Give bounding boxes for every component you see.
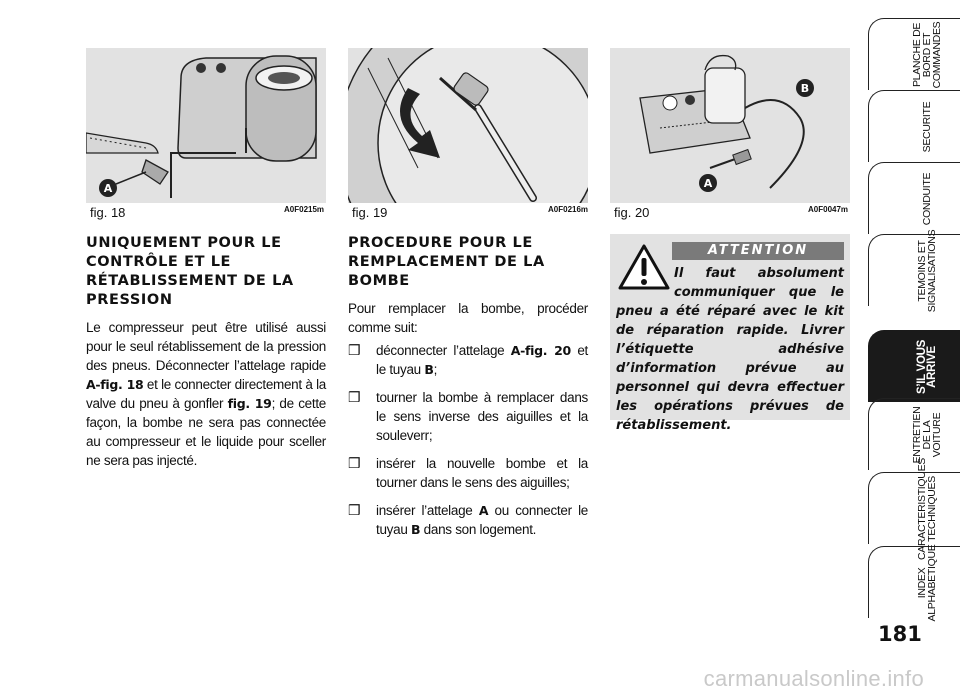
cartridge-replacement-illustration bbox=[610, 48, 850, 203]
step-4-text-b: ou connecter le tuyau bbox=[376, 503, 588, 537]
figure-18-image bbox=[86, 48, 326, 203]
section-2-heading: PROCEDURE POUR LE REMPLACEMENT DE LA BOMBE bbox=[348, 235, 545, 289]
step-1-text-c: ; bbox=[433, 362, 438, 377]
tab-caracteristiques[interactable] bbox=[868, 458, 960, 560]
step-1-text-b: et le tuyau bbox=[376, 343, 588, 377]
figure-19-caption: fig. 19 bbox=[352, 205, 388, 220]
figure-20-code: A0F0047m bbox=[808, 205, 849, 214]
tab-label: PLANCHE DE BORD ET COMMANDES bbox=[911, 21, 943, 89]
section-1-text-3: ; de cette façon, la bombe ne sera pas connectée au compresseur et le liquide pour sceller ne sera pas injecté. bbox=[86, 396, 326, 468]
step-1-ref-b: B bbox=[424, 362, 434, 377]
figure-19-image bbox=[348, 48, 588, 203]
tab-planche-de-bord[interactable] bbox=[868, 18, 960, 90]
figure-18-label-a: A bbox=[103, 182, 113, 195]
attention-text: Il faut absolument communiquer que le pneu a été réparé avec le kit de réparation rapide. Livrer l’étiquette adhésive d’information prévue au personnel qui devra effectuer les opérations prévues de rétablissement. bbox=[616, 266, 844, 433]
section-1-text-1: Le compresseur peut être utilisé aussi pour le seul rétablissement de la pression des pneus. Déconnecter l’attelage rapide bbox=[86, 320, 326, 373]
section-1-ref-2: fig. 19 bbox=[227, 396, 272, 411]
tab-label: CARACTERISTIQUES TECHNIQUES bbox=[916, 458, 938, 560]
page-number: 181 bbox=[878, 622, 922, 646]
section-2-intro: Pour remplacer la bombe, procéder comme suit: bbox=[348, 301, 588, 335]
watermark-text: carmanualsonline.info bbox=[703, 666, 924, 691]
tab-sil-vous-arrive[interactable] bbox=[868, 330, 960, 402]
step-4-ref-b: B bbox=[410, 522, 421, 537]
compressor-illustration bbox=[86, 48, 326, 203]
attention-title: ATTENTION bbox=[672, 242, 844, 260]
section-1-ref-1: A-fig. 18 bbox=[86, 377, 144, 392]
attention-box bbox=[610, 234, 850, 433]
tab-label: INDEX ALPHABETIQUE bbox=[916, 544, 938, 622]
figure-18-caption: fig. 18 bbox=[90, 205, 126, 220]
checkbox-bullet-icon: ❒ bbox=[348, 342, 361, 358]
tab-temoins[interactable] bbox=[868, 229, 960, 313]
step-3-text: insérer la nouvelle bombe et la tourner dans le sens des aiguilles; bbox=[376, 456, 588, 490]
step-4-text-c: dans son logement. bbox=[420, 522, 537, 537]
figure-18-code: A0F0215m bbox=[284, 205, 325, 214]
tab-securite[interactable] bbox=[868, 90, 960, 162]
tab-index[interactable] bbox=[868, 544, 960, 622]
section-cartridge-replacement bbox=[348, 234, 588, 548]
figure-20-label-b: B bbox=[800, 82, 810, 95]
tab-conduite[interactable] bbox=[868, 162, 960, 234]
step-item bbox=[348, 454, 588, 492]
step-4-text-a: insérer l’attelage bbox=[376, 503, 479, 518]
tab-label: SECURITE bbox=[921, 101, 933, 153]
checkbox-bullet-icon: ❒ bbox=[348, 389, 361, 405]
figure-19-code: A0F0216m bbox=[548, 205, 589, 214]
tab-label: CONDUITE bbox=[921, 172, 933, 226]
step-item bbox=[348, 501, 588, 539]
tab-label: TEMOINS ET SIGNALISATIONS bbox=[916, 229, 938, 313]
steps-list bbox=[348, 341, 588, 539]
figure-20-caption: fig. 20 bbox=[614, 205, 650, 220]
section-1-heading: UNIQUEMENT POUR LE CONTRÔLE ET LE RÉTABLISSEMENT DE LA PRESSION bbox=[86, 235, 294, 308]
step-item bbox=[348, 341, 588, 379]
checkbox-bullet-icon: ❒ bbox=[348, 502, 361, 518]
section-pressure-only bbox=[86, 234, 326, 470]
attention-text-block bbox=[616, 264, 844, 435]
footer-watermark-bar bbox=[0, 662, 960, 692]
tab-label: S’IL VOUS ARRIVE bbox=[916, 340, 938, 394]
step-1-text-a: déconnecter l’attelage bbox=[376, 343, 511, 358]
figure-20-label-a: A bbox=[703, 177, 713, 190]
wheel-valve-illustration bbox=[348, 48, 588, 203]
figure-20-image bbox=[610, 48, 850, 203]
step-2-text: tourner la bombe à remplacer dans le sens inverse des aiguilles et la souleverr; bbox=[376, 390, 588, 443]
step-1-ref-a: A-fig. 20 bbox=[510, 343, 571, 358]
tab-entretien[interactable] bbox=[868, 398, 960, 470]
tab-label: ENTRETIEN DE LA VOITURE bbox=[911, 406, 943, 464]
step-item bbox=[348, 388, 588, 445]
section-1-paragraph bbox=[86, 318, 326, 470]
checkbox-bullet-icon: ❒ bbox=[348, 455, 361, 471]
section-1-text-2: et le connecter directement à la valve du pneu à gonfler bbox=[86, 377, 326, 411]
step-4-ref-a: A bbox=[478, 503, 489, 518]
